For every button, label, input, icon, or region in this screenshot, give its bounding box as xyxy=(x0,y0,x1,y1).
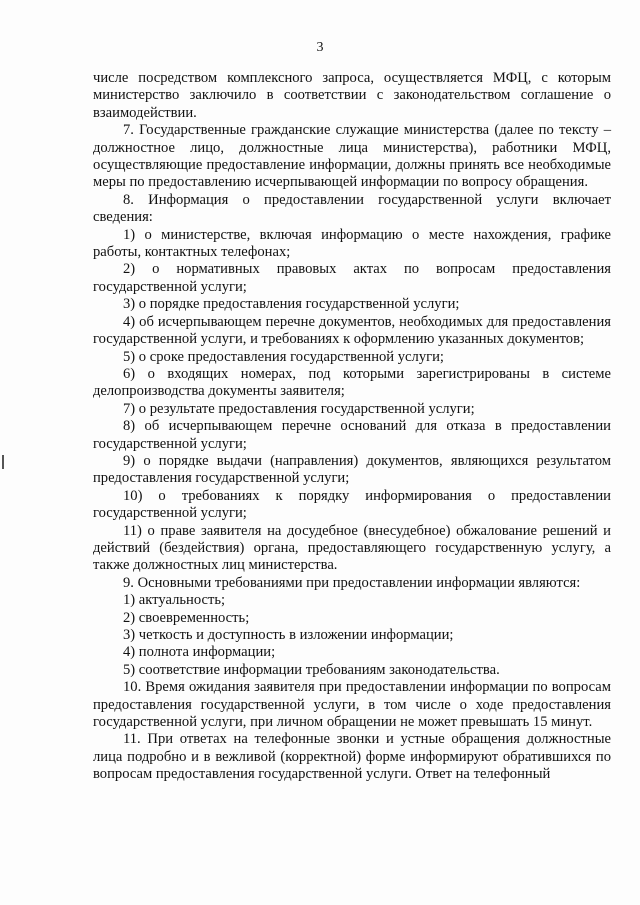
paragraph: 2) своевременность; xyxy=(123,609,250,626)
paragraph: 8. Информация о предоставлении государственной услуги включает сведения: xyxy=(93,191,611,226)
scan-edge-mark xyxy=(2,455,4,469)
paragraph: 6) о входящих номерах, под которыми зарегистрированы в системе делопроизводства документы заявителя; xyxy=(93,365,611,400)
paragraph: 8) об исчерпывающем перечне оснований для отказа в предоставлении государственной услуги; xyxy=(93,418,611,452)
paragraph: 3) четкость и доступность в изложении информации; xyxy=(123,627,454,643)
paragraph: 1) актуальность; xyxy=(123,592,226,609)
paragraph: 4) полнота информации; xyxy=(123,644,276,661)
paragraph: 11. При ответах на телефонные звонки и устные обращения должностные лица подробно и в вежливой (корректной) форме информируют обратившихся по вопросам предоставления государственной услуги. Ответ на телефонный xyxy=(93,731,611,783)
paragraph: 1) о министерстве, включая информацию о месте нахождения, графике работы, контактных телефонах; xyxy=(93,226,611,261)
paragraph: 4) об исчерпывающем перечне документов, необходимых для предоставления государственной услуги, и требованиях к оформлению указанных документов; xyxy=(93,313,611,348)
page-number: 3 xyxy=(316,40,324,55)
paragraph: 2) о нормативных правовых актах по вопросам предоставления государственной услуги; xyxy=(93,261,611,295)
paragraph: 10) о требованиях к порядку информирования о предоставлении государственной услуги; xyxy=(93,487,611,522)
paragraph: 9) о порядке выдачи (направления) документов, являющихся результатом предоставления государственной услуги; xyxy=(93,452,611,487)
paragraph: 3) о порядке предоставления государственной услуги; xyxy=(123,296,460,313)
paragraph: 9. Основными требованиями при предоставлении информации являются: xyxy=(123,574,581,591)
paragraph: 7) о результате предоставления государственной услуги; xyxy=(123,400,475,417)
paragraph: 11) о праве заявителя на досудебное (внесудебное) обжалование решений и действий (бездействия) органа, предоставляющего государственную услугу, а также должностных лиц министерства. xyxy=(93,522,611,574)
paragraph: 10. Время ожидания заявителя при предоставлении информации по вопросам предоставления государственной услуги, в том числе о ходе предоставления государственной услуги, при личном обращении не может превышать 15 минут. xyxy=(93,679,611,731)
paragraph: числе посредством комплексного запроса, осуществляется МФЦ, с которым министерство заключило в соответствии с законодательством соглашение о взаимодействии. xyxy=(93,70,611,121)
document-body xyxy=(93,70,611,784)
paragraph: 5) соответствие информации требованиям законодательства. xyxy=(123,661,500,678)
paragraph: 5) о сроке предоставления государственной услуги; xyxy=(123,348,444,365)
paragraph: 7. Государственные гражданские служащие министерства (далее по тексту – должностное лицо, должностные лица министерства), работники МФЦ, осуществляющие предоставление информации, должны принять все необходимые меры по предоставлению исчерпывающей информации по вопросу обращения. xyxy=(93,122,611,191)
